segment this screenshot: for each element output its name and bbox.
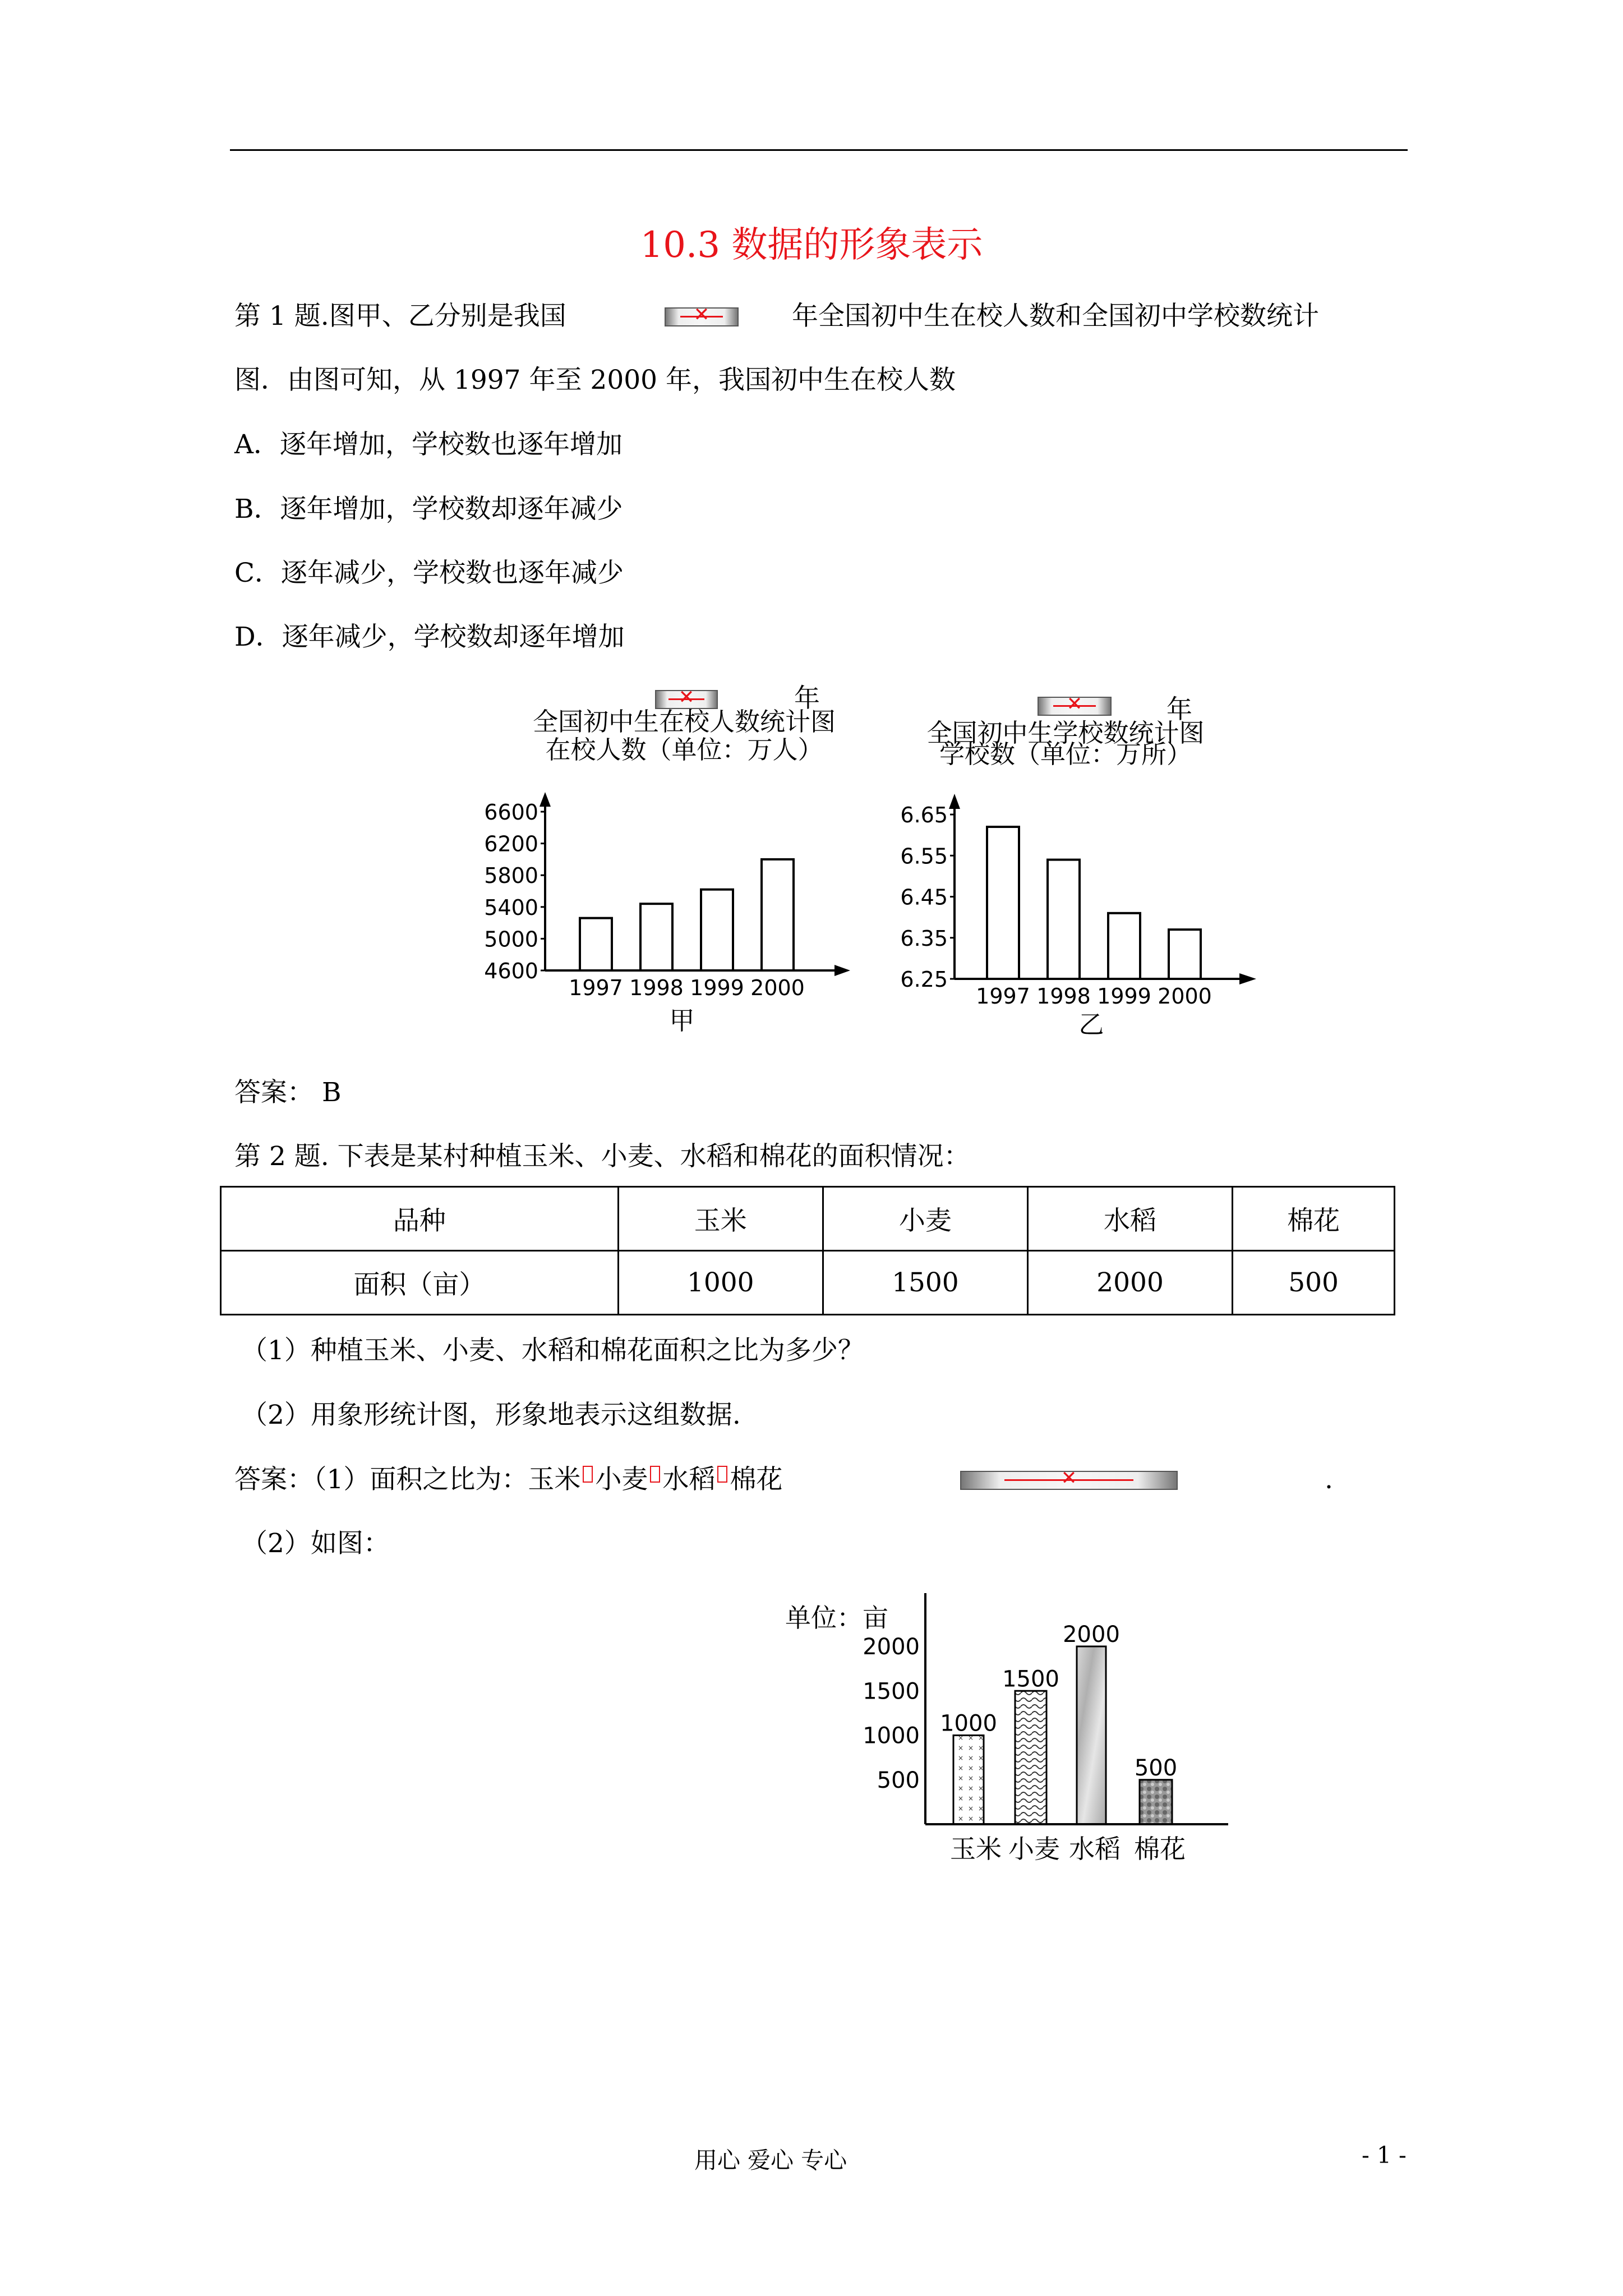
q1-stem-suffix: 年全国初中生在校人数和全国初中学校数统计 — [792, 301, 1319, 332]
q1-option-c — [234, 556, 624, 590]
y-tick-label: 1000 — [863, 1723, 920, 1749]
answer-part: 水稻 — [662, 1464, 716, 1495]
y-tick-label: 6200 — [484, 831, 538, 857]
answer-end-period: . — [1325, 1464, 1333, 1495]
y-tick-label: 6.25 — [900, 967, 948, 992]
chart-xlabel: 乙 — [1078, 1010, 1104, 1039]
ratio-symbol-icon — [650, 1466, 660, 1483]
bar — [762, 859, 794, 970]
y-tick-label: 4600 — [484, 959, 538, 983]
x-category-label: 棉花 — [1134, 1834, 1186, 1864]
y-tick-label: 6.55 — [900, 844, 948, 869]
data-label: 2000 — [1063, 1622, 1120, 1648]
y-axis-arrow-icon — [540, 792, 551, 807]
table-header-cell: 玉米 — [618, 1187, 823, 1251]
x-tick-label: 2000 — [1158, 984, 1212, 1009]
q1-option-a — [234, 428, 623, 462]
q1-stem-line2: 图．由图可知，从 1997 年至 2000 年，我国初中生在校人数 — [234, 365, 956, 395]
data-label: 1000 — [940, 1710, 997, 1737]
y-tick-label: 6.65 — [900, 803, 948, 827]
pictograph-bar — [1077, 1646, 1106, 1824]
y-tick-label: 1500 — [863, 1678, 920, 1705]
option-letter: A． — [234, 429, 280, 460]
x-axis-arrow-icon — [834, 965, 850, 976]
unit-label: 单位：亩 — [785, 1603, 888, 1633]
q1-option-d — [234, 620, 625, 654]
q1-answer: 答案： B — [234, 1077, 342, 1108]
answer-part: 棉花 — [730, 1464, 783, 1495]
table-cell: 1500 — [823, 1251, 1027, 1315]
x-tick-label: 1997 — [569, 976, 623, 1000]
page-number: - 1 - — [1362, 2142, 1407, 2169]
q2-answer1 — [234, 1463, 782, 1497]
ratio-symbol-icon — [717, 1466, 727, 1483]
chart-year-char: 年 — [1166, 694, 1192, 724]
chart-year-char: 年 — [794, 683, 820, 713]
pictograph-bar — [1015, 1691, 1046, 1824]
table-cell: 面积（亩） — [221, 1251, 619, 1315]
chart-ylabel: 学校数（单位：万所） — [939, 739, 1192, 769]
table-row — [221, 1187, 1395, 1251]
x-tick-label: 1997 — [976, 984, 1030, 1009]
table-cell: 1000 — [618, 1251, 823, 1315]
table-row — [221, 1251, 1395, 1315]
data-label: 500 — [1134, 1755, 1178, 1781]
table-header-cell: 品种 — [221, 1187, 619, 1251]
bar — [1169, 930, 1201, 979]
option-letter: C． — [234, 558, 281, 588]
y-tick-label: 5000 — [484, 927, 538, 952]
table-cell: 500 — [1233, 1251, 1395, 1315]
header-rule — [230, 149, 1408, 151]
x-tick-label: 1998 — [1036, 984, 1091, 1009]
chart-jia — [477, 679, 869, 1043]
bar — [640, 904, 672, 970]
y-tick-label: 6600 — [484, 800, 538, 825]
q2-sub2: （2）用象形统计图，形象地表示这组数据. — [241, 1400, 741, 1430]
chart-xlabel: 甲 — [669, 1006, 695, 1036]
y-tick-label: 2000 — [863, 1634, 920, 1660]
ratio-symbol-icon — [583, 1466, 593, 1483]
bar — [987, 827, 1019, 979]
y-axis-arrow-icon — [949, 794, 960, 809]
pictograph-bar — [1140, 1780, 1172, 1824]
x-tick-label: 2000 — [750, 976, 805, 1000]
x-tick-label: 1999 — [1097, 984, 1151, 1009]
answer-part: 小麦 — [595, 1464, 648, 1495]
option-text: 逐年增加，学校数却逐年减少 — [280, 494, 623, 524]
option-text: 逐年减少，学校数也逐年减少 — [280, 558, 624, 588]
x-axis-arrow-icon — [1239, 973, 1256, 984]
bar — [1048, 860, 1080, 979]
table-header-cell: 水稻 — [1027, 1187, 1232, 1251]
y-tick-label: 500 — [877, 1767, 920, 1793]
formula-placeholder-image — [665, 307, 739, 326]
x-tick-label: 1998 — [629, 976, 684, 1000]
q1-option-b — [234, 493, 623, 526]
y-tick-label: 6.45 — [900, 885, 948, 910]
option-text: 逐年减少，学校数却逐年增加 — [282, 622, 625, 652]
area-table — [220, 1186, 1395, 1315]
option-letter: B． — [234, 494, 280, 524]
table-header-cell: 棉花 — [1233, 1187, 1395, 1251]
y-tick-label: 6.35 — [900, 926, 948, 951]
answer-part: 玉米 — [528, 1464, 581, 1495]
bar — [1108, 913, 1140, 979]
option-letter: D． — [234, 622, 282, 652]
q1-stem-prefix: 第 1 题.图甲、乙分别是我国 — [234, 301, 566, 332]
option-text: 逐年增加，学校数也逐年增加 — [279, 429, 623, 460]
pictograph-chart — [785, 1582, 1290, 1874]
y-tick-label: 5800 — [484, 863, 538, 889]
ratio-formula-image — [960, 1471, 1178, 1490]
q2-sub1: （1）种植玉米、小麦、水稻和棉花面积之比为多少？ — [241, 1335, 864, 1366]
page-title: 10.3 数据的形象表示 — [640, 224, 983, 266]
footer-motto: 用心 爱心 专心 — [694, 2147, 847, 2174]
x-category-label: 小麦 — [1008, 1834, 1060, 1864]
x-tick-label: 1999 — [690, 976, 744, 1000]
table-cell: 2000 — [1027, 1251, 1232, 1315]
table-header-cell: 小麦 — [823, 1187, 1027, 1251]
answer-prefix: 答案：（1）面积之比为： — [234, 1464, 528, 1495]
bar — [701, 890, 733, 970]
y-tick-label: 5400 — [484, 895, 538, 920]
q2-stem: 第 2 题. 下表是某村种植玉米、小麦、水稻和棉花的面积情况： — [234, 1141, 970, 1172]
bar — [580, 918, 612, 970]
chart-yi — [886, 679, 1279, 1043]
chart-title: 全国初中生在校人数统计图 — [532, 707, 836, 737]
x-category-label: 水稻 — [1069, 1834, 1121, 1864]
pictograph-bar — [953, 1736, 984, 1825]
chart-title: 全国初中生学校数统计图 — [926, 718, 1205, 748]
x-category-label: 玉米 — [950, 1834, 1002, 1864]
data-label: 1500 — [1002, 1666, 1059, 1692]
chart-ylabel: 在校人数（单位：万人） — [545, 735, 823, 765]
q2-answer2: （2）如图： — [241, 1528, 390, 1559]
